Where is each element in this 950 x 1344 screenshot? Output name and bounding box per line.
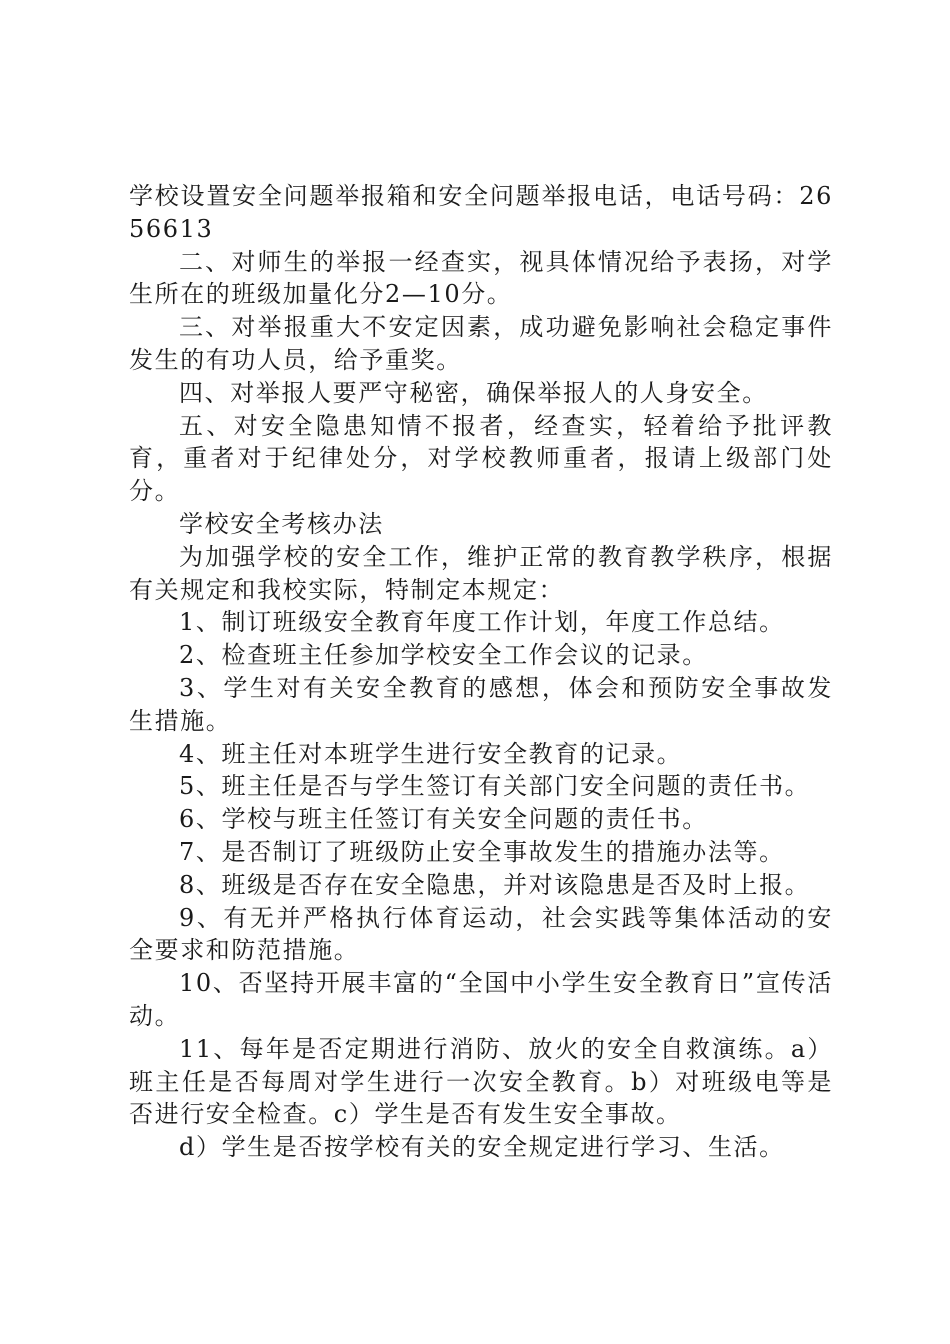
list-item-6: 6、学校与班主任签订有关安全问题的责任书。 bbox=[179, 805, 708, 834]
paragraph-item-4: 四、对举报人要严守秘密，确保举报人的人身安全。 bbox=[179, 378, 768, 407]
list-item-d: d）学生是否按学校有关的安全规定进行学习、生活。 bbox=[179, 1133, 785, 1162]
list-item-1: 1、制订班级安全教育年度工作计划，年度工作总结。 bbox=[179, 608, 785, 637]
document-body bbox=[129, 180, 833, 1164]
paragraph-report-hotline: 学校设置安全问题举报箱和安全问题举报电话，电话号码：2656613 bbox=[129, 182, 833, 243]
list-item-9: 9、有无并严格执行体育运动，社会实践等集体活动的安全要求和防范措施。 bbox=[129, 903, 833, 965]
list-item-2: 2、检查班主任参加学校安全工作会议的记录。 bbox=[179, 641, 708, 670]
list-item-4: 4、班主任对本班学生进行安全教育的记录。 bbox=[179, 739, 683, 768]
paragraph-item-3: 三、对举报重大不安定因素，成功避免影响社会稳定事件发生的有功人员，给予重奖。 bbox=[129, 313, 833, 374]
list-item-5: 5、班主任是否与学生签订有关部门安全问题的责任书。 bbox=[179, 772, 811, 801]
paragraph-item-2: 二、对师生的举报一经查实，视具体情况给予表扬，对学生所在的班级加量化分2—10分。 bbox=[129, 247, 833, 309]
list-item-10: 10、否坚持开展丰富的“全国中小学生安全教育日”宣传活动。 bbox=[129, 969, 833, 1030]
paragraph-item-5: 五、对安全隐患知情不报者，经查实，轻着给予批评教育，重者对于纪律处分，对学校教师重者，报请上级部门处分。 bbox=[129, 411, 833, 506]
paragraph-intro: 为加强学校的安全工作，维护正常的教育教学秩序，根据有关规定和我校实际，特制定本规定： bbox=[129, 542, 833, 604]
list-item-7: 7、是否制订了班级防止安全事故发生的措施办法等。 bbox=[179, 837, 785, 866]
list-item-8: 8、班级是否存在安全隐患，并对该隐患是否及时上报。 bbox=[179, 870, 811, 899]
section-heading: 学校安全考核办法 bbox=[179, 509, 384, 538]
list-item-11: 11、每年是否定期进行消防、放火的安全自救演练。a）班主任是否每周对学生进行一次安全教育。b）对班级电等是否进行安全检查。c）学生是否有发生安全事故。 bbox=[129, 1034, 833, 1129]
list-item-3: 3、学生对有关安全教育的感想，体会和预防安全事故发生措施。 bbox=[129, 673, 833, 735]
